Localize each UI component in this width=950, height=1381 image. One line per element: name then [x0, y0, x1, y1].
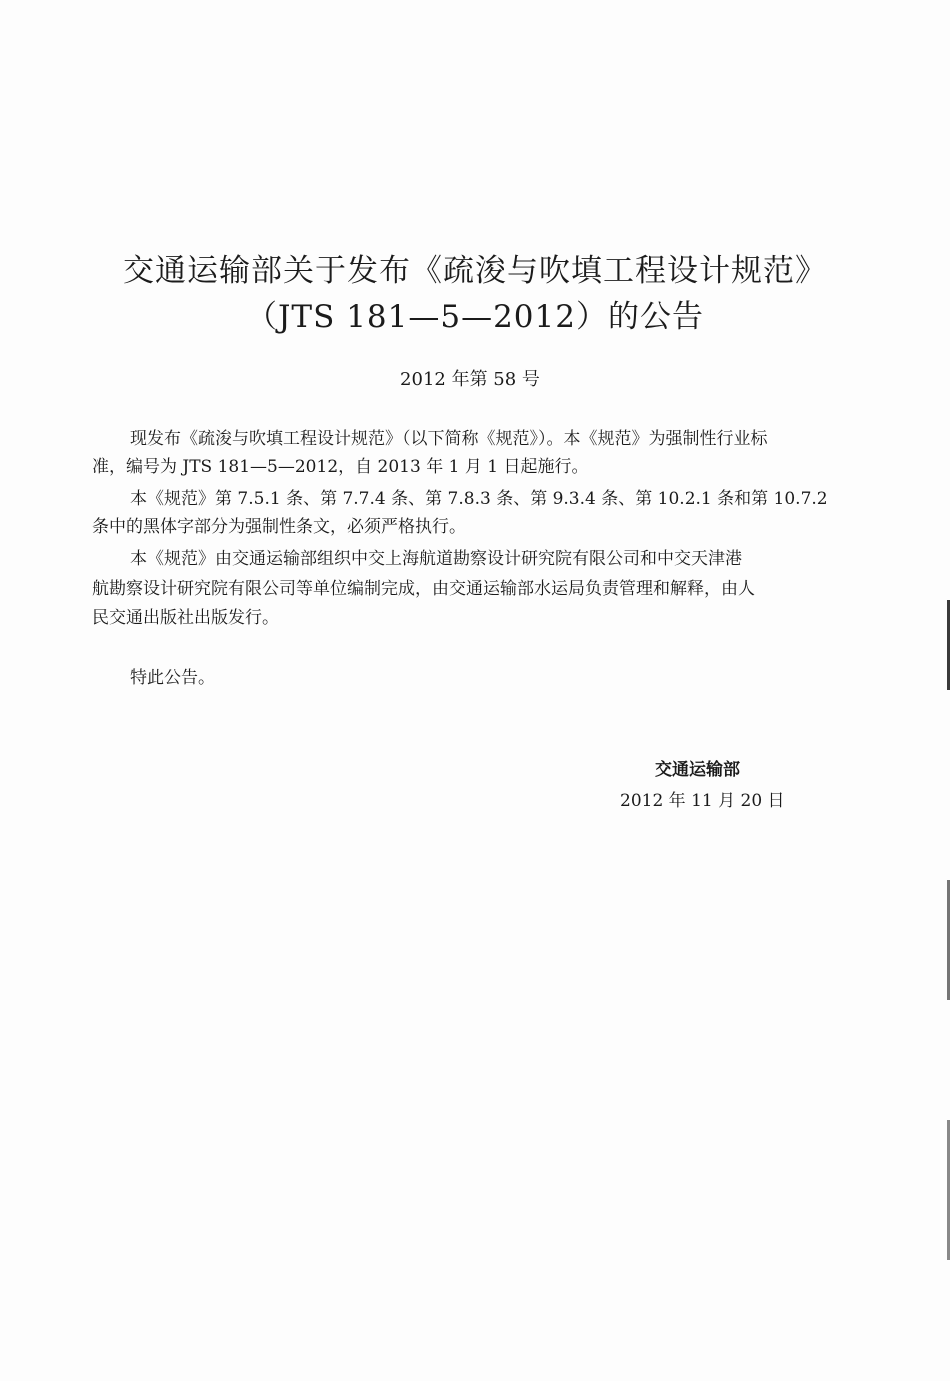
paragraph-3-line-1: 本《规范》由交通运输部组织中交上海航道勘察设计研究院有限公司和中交天津港: [130, 549, 742, 569]
closing-remark: 特此公告。: [130, 668, 215, 688]
title-line-1: 交通运输部关于发布《疏浚与吹填工程设计规范》: [123, 253, 827, 289]
paragraph-2-line-1: 本《规范》第 7.5.1 条、第 7.7.4 条、第 7.8.3 条、第 9.3.4 条、第 10.2.1 条和第 10.7.2: [130, 489, 828, 509]
paragraph-3-line-2: 航勘察设计研究院有限公司等单位编制完成，由交通运输部水运局负责管理和解释，由人: [92, 579, 755, 599]
paragraph-1-line-1: 现发布《疏浚与吹填工程设计规范》（以下简称《规范》）。本《规范》为强制性行业标: [130, 429, 768, 449]
issuer-name: 交通运输部: [655, 760, 740, 780]
paragraph-1-line-2: 准，编号为 JTS 181—5—2012，自 2013 年 1 月 1 日起施行。: [92, 457, 589, 477]
title-line-2: （JTS 181—5—2012）的公告: [246, 299, 704, 335]
paragraph-3-line-3: 民交通出版社出版发行。: [92, 608, 279, 628]
issue-date: 2012 年 11 月 20 日: [620, 791, 785, 811]
paragraph-2-line-2: 条中的黑体字部分为强制性条文，必须严格执行。: [92, 517, 466, 537]
document-number: 2012 年第 58 号: [400, 369, 540, 390]
